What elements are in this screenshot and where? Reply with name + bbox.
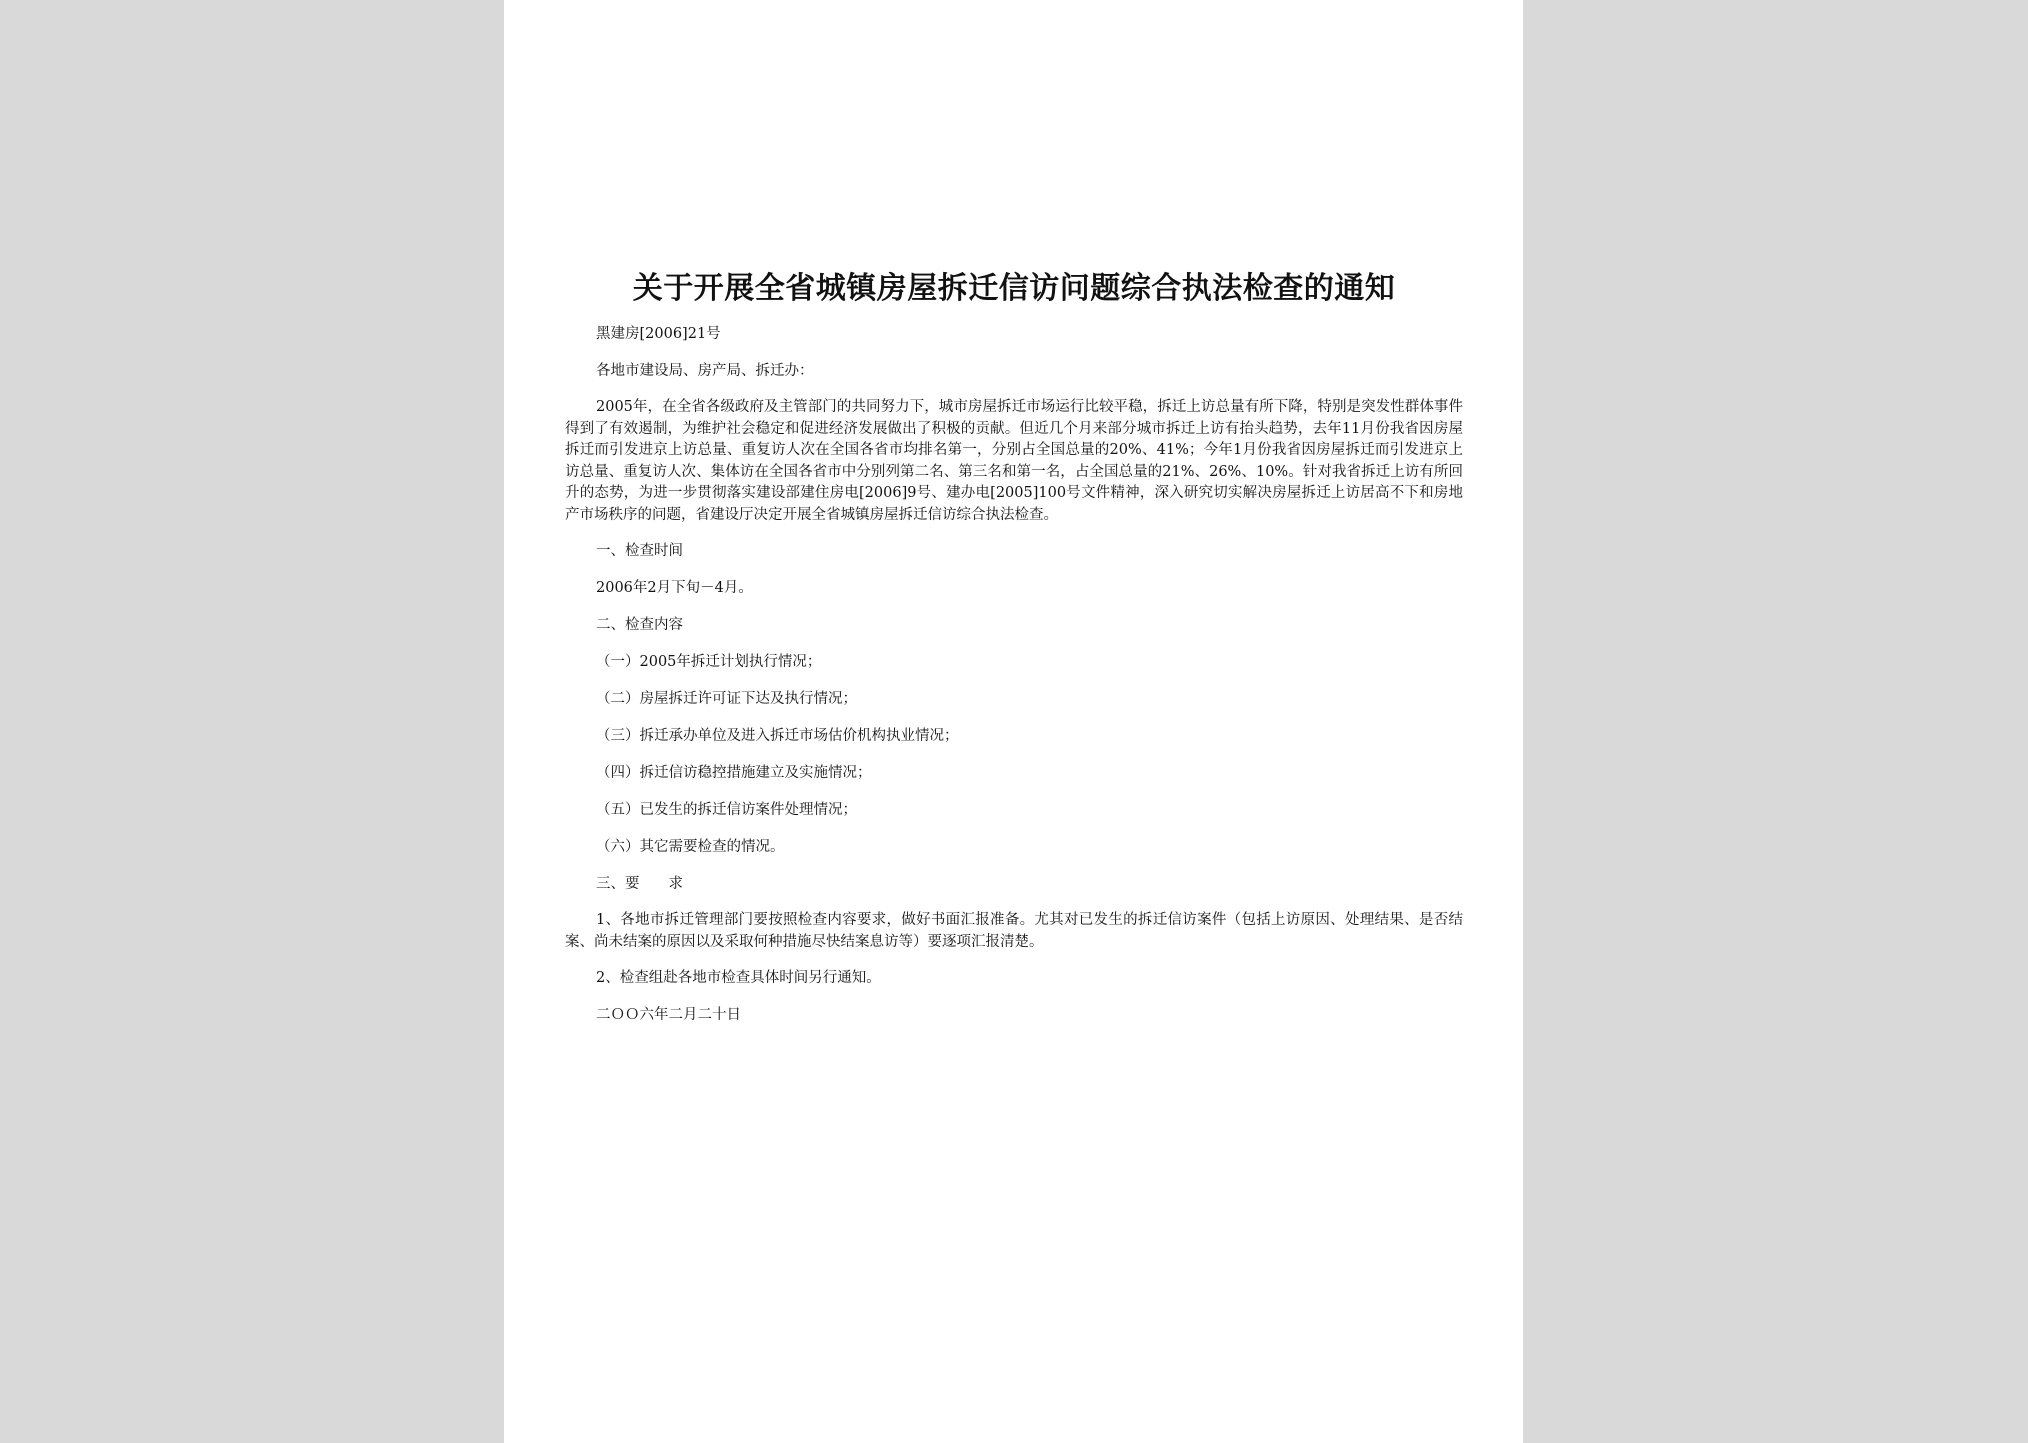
content-item: （一）2005年拆迁计划执行情况； bbox=[596, 654, 822, 670]
intro-paragraph: 2005年，在全省各级政府及主管部门的共同努力下，城市房屋拆迁市场运行比较平稳，拆迁上访总量有所下降，特别是突发性群体事件得到了有效遏制，为维护社会稳定和促进经济发展做出了积极的贡献。但近几个月来部分城市拆迁上访有抬头趋势，去年11月份我省因房屋拆迁而引发进京上访总量、重复访人次在全国各省市均排名第一，分别占全国总量的20%、41%；今年1月份我省因房屋拆迁而引发进京上访总量、重复访人次、集体访在全国各省市中分别列第二名、第三名和第一名，占全国总量的21%、26%、10%。针对我省拆迁上访有所回升的态势，为进一步贯彻落实建设部建住房电[2006]9号、建办电[2005]100号文件精神，深入研究切实解决房屋拆迁上访居高不下和房地产市场秩序的问题，省建设厅决定开展全省城镇房屋拆迁信访综合执法检查。 bbox=[565, 399, 1463, 523]
requirement-2: 2、检查组赴各地市检查具体时间另行通知。 bbox=[596, 970, 881, 986]
document-page bbox=[504, 0, 1523, 1443]
document-title: 关于开展全省城镇房屋拆迁信访问题综合执法检查的通知 bbox=[632, 271, 1396, 306]
section-text-time: 2006年2月下旬－4月。 bbox=[596, 580, 753, 596]
document-content bbox=[565, 268, 1463, 1041]
section-heading-content: 二、检查内容 bbox=[596, 617, 683, 633]
section-heading-requirements: 三、要 求 bbox=[596, 876, 683, 892]
content-item: （六）其它需要检查的情况。 bbox=[596, 839, 785, 855]
doc-number: 黑建房[2006]21号 bbox=[596, 326, 721, 342]
section-heading-time: 一、检查时间 bbox=[596, 543, 683, 559]
content-item: （五）已发生的拆迁信访案件处理情况； bbox=[596, 802, 857, 818]
content-item: （二）房屋拆迁许可证下达及执行情况； bbox=[596, 691, 857, 707]
content-item: （三）拆迁承办单位及进入拆迁市场估价机构执业情况； bbox=[596, 728, 959, 744]
recipients: 各地市建设局、房产局、拆迁办： bbox=[596, 363, 814, 379]
content-item: （四）拆迁信访稳控措施建立及实施情况； bbox=[596, 765, 872, 781]
document-date: 二ＯＯ六年二月二十日 bbox=[596, 1007, 741, 1023]
requirement-1: 1、各地市拆迁管理部门要按照检查内容要求，做好书面汇报准备。尤其对已发生的拆迁信访案件（包括上访原因、处理结果、是否结案、尚未结案的原因以及采取何种措施尽快结案息访等）要逐项汇报清楚。 bbox=[565, 912, 1463, 950]
